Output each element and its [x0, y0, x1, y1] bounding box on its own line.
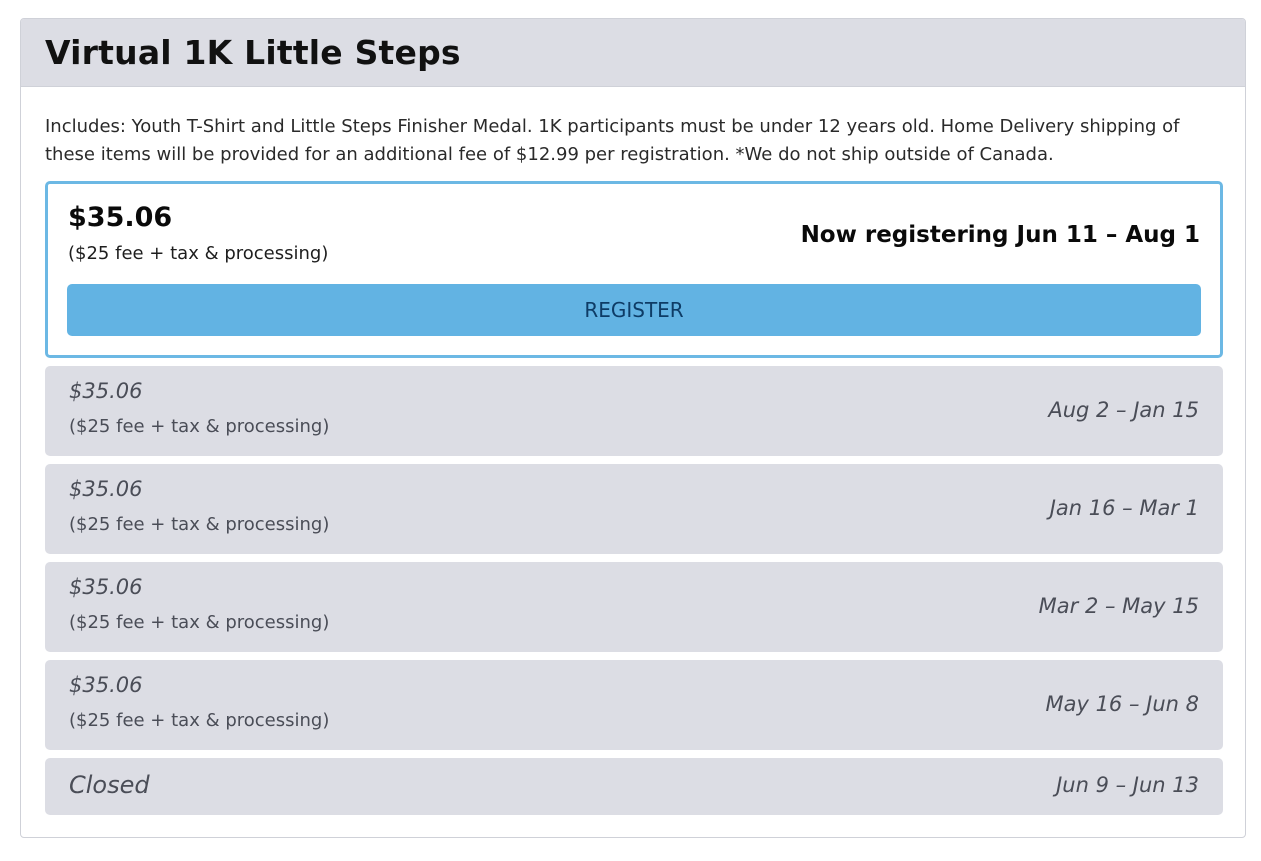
tier-fee-note: ($25 fee + tax & processing) [69, 514, 330, 535]
active-tier-registration-window: Now registering Jun 11 – Aug 1 [800, 222, 1200, 248]
register-button[interactable]: REGISTER [67, 284, 1201, 336]
tier-price: $35.06 [69, 673, 143, 697]
event-card [20, 18, 1246, 838]
active-tier-price: $35.06 [68, 202, 173, 233]
tier-fee-note: ($25 fee + tax & processing) [69, 416, 330, 437]
tier-price: $35.06 [69, 379, 143, 403]
tier-price: $35.06 [69, 477, 143, 501]
event-title: Virtual 1K Little Steps [45, 33, 461, 72]
tier-fee-note: ($25 fee + tax & processing) [69, 612, 330, 633]
active-pricing-tier [45, 181, 1223, 358]
tier-date-window: May 16 – Jun 8 [1045, 692, 1199, 716]
card-header [21, 19, 1245, 87]
tier-status-closed: Closed [69, 771, 150, 799]
pricing-tier [45, 562, 1223, 652]
active-tier-fee-note: ($25 fee + tax & processing) [68, 243, 329, 264]
pricing-tier [45, 660, 1223, 750]
pricing-tier-closed [45, 758, 1223, 815]
pricing-tier [45, 464, 1223, 554]
pricing-tier [45, 366, 1223, 456]
tier-date-window: Aug 2 – Jan 15 [1048, 398, 1199, 422]
event-description: Includes: Youth T-Shirt and Little Steps Finisher Medal. 1K participants must be under 12 years old. Home Delivery shipping of these items will be provided for an additional fee of $12.99 per registration. *We do not ship outside of Canada. [45, 116, 1180, 165]
upcoming-tiers-list [45, 366, 1223, 823]
tier-fee-note: ($25 fee + tax & processing) [69, 710, 330, 731]
tier-date-window: Jan 16 – Mar 1 [1049, 496, 1199, 520]
tier-date-window: Jun 9 – Jun 13 [1056, 773, 1199, 797]
tier-date-window: Mar 2 – May 15 [1038, 594, 1199, 618]
tier-price: $35.06 [69, 575, 143, 599]
